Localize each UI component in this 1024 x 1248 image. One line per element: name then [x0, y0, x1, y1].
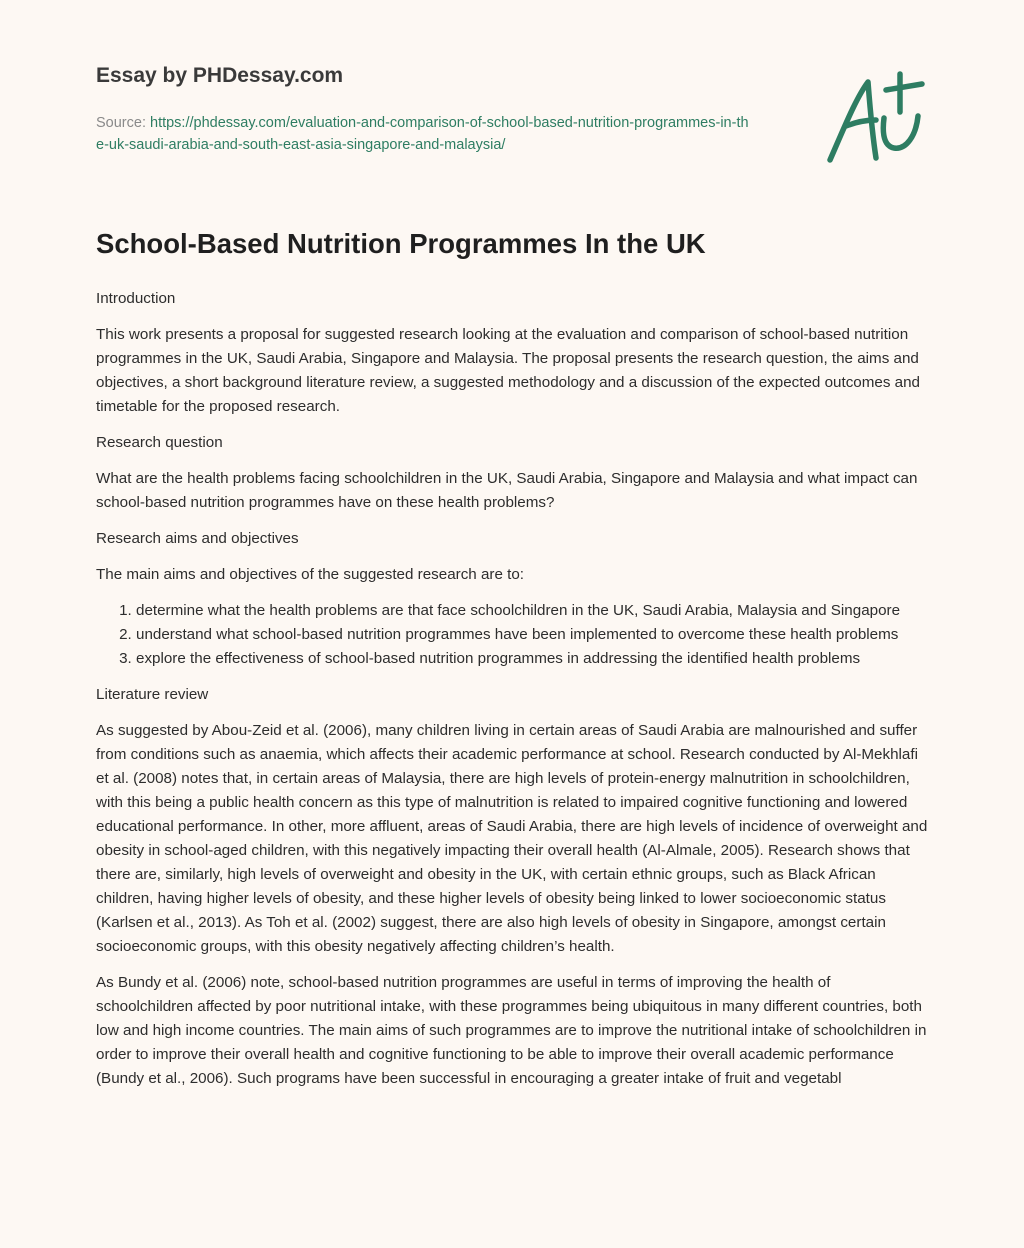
literature-paragraph-2: As Bundy et al. (2006) note, school-based nutrition programmes are useful in terms of improving the health of schoolchildren affected by poor nutritional intake, with these programmes being ubiquitous in many different countries, both low and high income countries. The main aims of such programmes are to improve the nutritional intake of schoolchildren in order to improve their overall health and cognitive functioning to be able to improve their overall academic performance (Bundy et al., 2006). Such programs have been successful in encouraging a greater intake of fruit and vegetabl	[96, 974, 927, 1087]
essay-body	[96, 287, 928, 1103]
source-label: Source:	[96, 115, 150, 131]
literature-paragraph-1: As suggested by Abou-Zeid et al. (2006), many children living in certain areas of Saudi Arabia are malnourished and suffer from conditions such as anaemia, which affects their academic performance at school. Research conducted by Al-Mekhlafi et al. (2008) notes that, in certain areas of Malaysia, there are high levels of protein-energy malnutrition in schoolchildren, with this being a public health concern as this type of malnutrition is related to impaired cognitive functioning and lowered educational performance. In other, more affluent, areas of Saudi Arabia, there are high levels of incidence of overweight and obesity in school-aged children, with this negatively impacting their overall health (Al-Almale, 2005). Research shows that there are, similarly, high levels of overweight and obesity in the UK, with certain ethnic groups, such as Black African children, having higher levels of obesity, and these higher levels of obesity being linked to lower socioeconomic status (Karlsen et al., 2013). As Toh et al. (2002) suggest, there are also high levels of obesity in Singapore, amongst certain socioeconomic groups, with this obesity negatively affecting children’s health.	[96, 722, 928, 955]
introduction-paragraph: This work presents a proposal for suggested research looking at the evaluation and comparison of school-based nutrition programmes in the UK, Saudi Arabia, Singapore and Malaysia. The proposal presents the research question, the aims and objectives, a short background literature review, a suggested methodology and a discussion of the expected outcomes and timetable for the proposed research.	[96, 326, 921, 415]
source-link[interactable]: https://phdessay.com/evaluation-and-comparison-of-school-based-nutrition-programmes-in-the-uk-saudi-arabia-and-south-east-asia-singapore-and-malaysia/	[96, 115, 749, 153]
aims-list-item: 1. determine what the health problems are that face schoolchildren in the UK, Saudi Arabia, Malaysia and Singapore	[136, 599, 928, 623]
research-question-paragraph: What are the health problems facing schoolchildren in the UK, Saudi Arabia, Singapore and Malaysia and what impact can school-based nutrition programmes have on these health problems?	[96, 470, 918, 511]
source-line	[96, 112, 756, 156]
section-heading-research-question: Research question	[96, 434, 223, 451]
essay-title: School-Based Nutrition Programmes In the UK	[96, 228, 706, 259]
a-plus-logo-icon	[820, 68, 930, 168]
section-heading-introduction: Introduction	[96, 290, 176, 307]
aims-intro-paragraph: The main aims and objectives of the suggested research are to:	[96, 566, 525, 583]
aims-list	[96, 599, 928, 671]
aims-list-item: 3. explore the effectiveness of school-based nutrition programmes in addressing the identified health problems	[136, 647, 928, 671]
site-title: Essay by PHDessay.com	[96, 64, 344, 87]
section-heading-literature-review: Literature review	[96, 686, 209, 703]
aims-list-item: 2. understand what school-based nutrition programmes have been implemented to overcome these health problems	[136, 623, 928, 647]
section-heading-aims: Research aims and objectives	[96, 530, 299, 547]
